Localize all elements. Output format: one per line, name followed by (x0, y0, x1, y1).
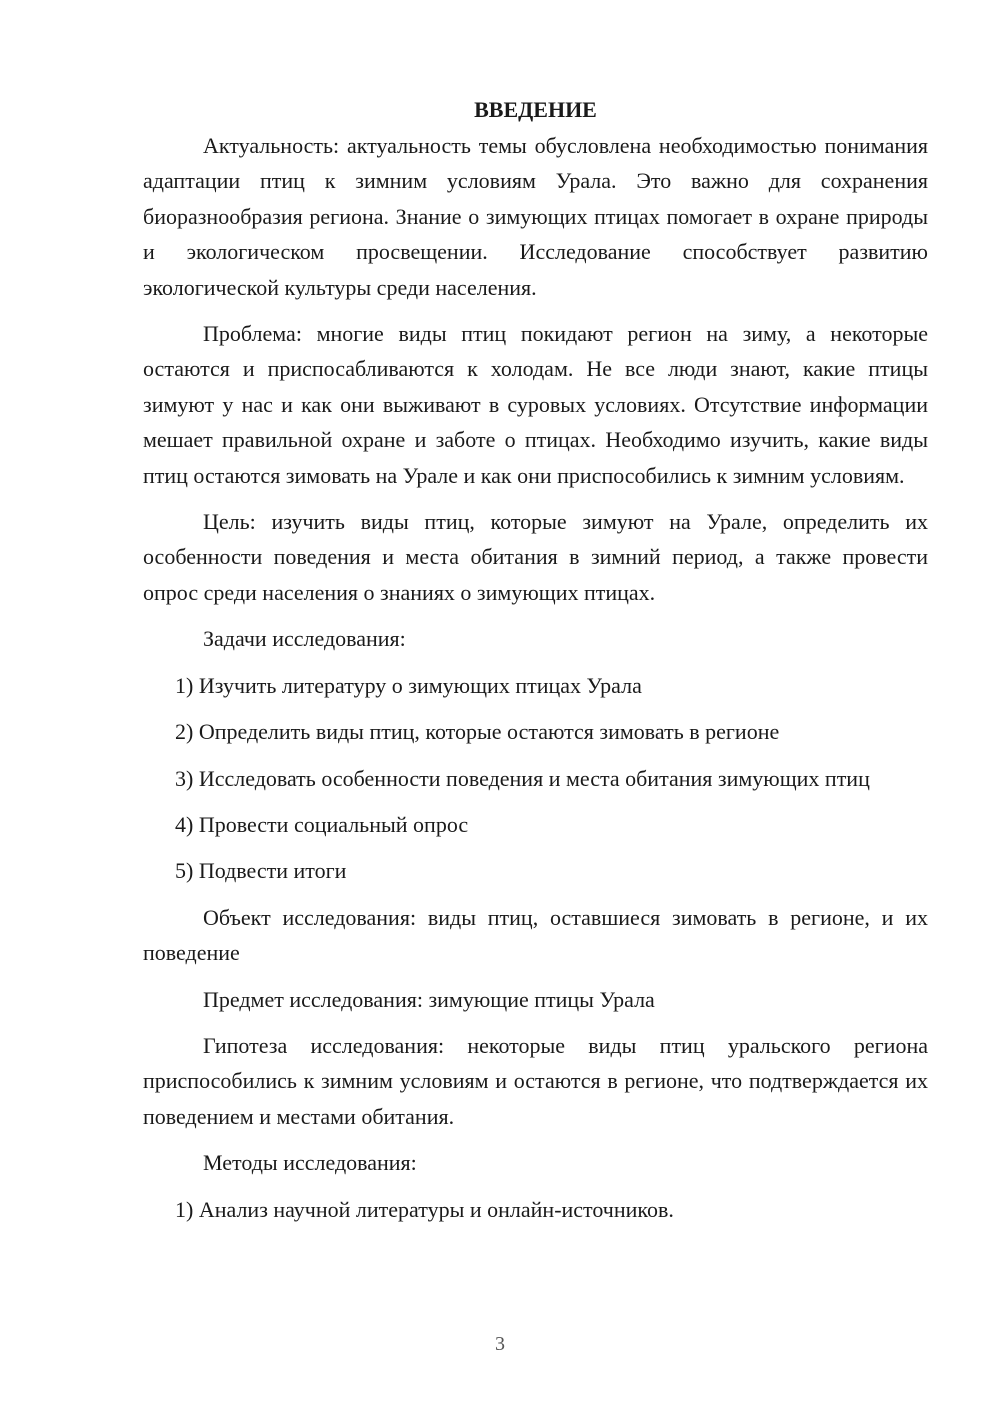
tasks-title: Задачи исследования: (203, 626, 406, 652)
relevance-paragraph: Актуальность: актуальность темы обусловлена необходимостью понимания адаптации птиц к зимним условиям Урала. Это важно для сохранения биоразнообразия региона. Знание о зимующих птицах помогает в охране природы и экологическом просвещении. Исследование способствует развитию экологической культуры среди населения. (143, 133, 928, 300)
method-item-1: 1) Анализ научной литературы и онлайн-источников. (175, 1196, 674, 1222)
task-item-3: 3) Исследовать особенности поведения и места обитания зимующих птиц (175, 765, 870, 791)
goal-paragraph: Цель: изучить виды птиц, которые зимуют на Урале, определить их особенности поведения и места обитания в зимний период, а также провести опрос среди населения о знаниях о зимующих птицах. (143, 509, 928, 605)
task-item-5: 5) Подвести итоги (175, 858, 347, 884)
task-item-4: 4) Провести социальный опрос (175, 811, 469, 837)
task-item-1: 1) Изучить литературу о зимующих птицах Урала (175, 672, 642, 698)
task-item-2: 2) Определить виды птиц, которые остаются зимовать в регионе (175, 719, 780, 745)
hypothesis-paragraph: Гипотеза исследования: некоторые виды птиц уральского региона приспособились к зимним условиям и остаются в регионе, что подтверждается их поведением и местами обитания. (143, 1032, 928, 1129)
document-page (143, 93, 928, 1238)
methods-title: Методы исследования: (203, 1150, 417, 1176)
page-number: 3 (495, 1333, 505, 1355)
object-paragraph: Объект исследования: виды птиц, оставшиеся зимовать в регионе, и их поведение (143, 904, 928, 966)
subject-paragraph: Предмет исследования: зимующие птицы Урала (203, 986, 655, 1012)
section-heading: ВВЕДЕНИЕ (474, 97, 597, 122)
problem-paragraph: Проблема: многие виды птиц покидают регион на зиму, а некоторые остаются и приспосабливаются к холодам. Не все люди знают, какие птицы зимуют у нас и как они выживают в суровых условиях. Отсутствие информации мешает правильной охране и заботе о птицах. Необходимо изучить, какие виды птиц остаются зимовать на Урале и как они приспособились к зимним условиям. (143, 321, 928, 488)
